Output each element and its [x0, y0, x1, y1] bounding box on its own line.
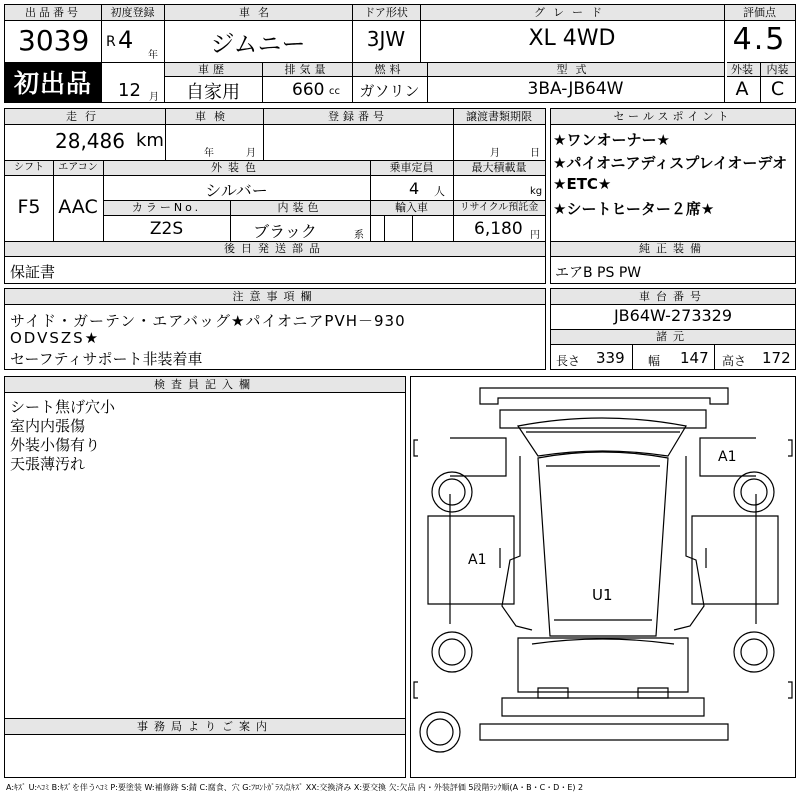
mileage-label: 走行: [66, 110, 104, 123]
color-no-label: カラーNo.: [131, 201, 202, 214]
series-unit: 系: [354, 230, 364, 241]
model-label: 型式: [556, 63, 595, 76]
capacity-unit: 人: [434, 185, 445, 198]
legend: A:ｷｽﾞ U:ﾍｺﾐ B:ｷｽﾞを伴うﾍｺﾐ P:要塗装 W:補修跡 S:錆 C:腐食、穴 G:ﾌﾛﾝﾄｶﾞﾗｽ点ｷｽﾞ XX:交換済み X:要交換 欠:欠品 内・外装評価 5段階ﾗﾝｸ順(A・B・C・D・E) 2: [6, 783, 584, 792]
yen-unit: 円: [530, 230, 540, 241]
interior-grade: C: [770, 78, 785, 100]
lot-no-label: 出品番号: [25, 6, 81, 19]
inspector-label: 検査員記入欄: [154, 378, 256, 391]
month-unit: 月: [149, 92, 159, 103]
dims-label: 諸元: [656, 330, 690, 343]
color-no: Z2S: [149, 219, 184, 239]
genuine-equipment: エアB PS PW: [555, 265, 642, 281]
inspector-note-3: 外装小傷有り: [10, 436, 101, 454]
year-unit: 年: [148, 50, 158, 61]
int-color-label: 内装色: [277, 201, 323, 214]
sales-point-1: ★ワンオーナー★: [553, 131, 670, 149]
shift: F5: [17, 196, 41, 218]
genuine-label: 純正装備: [639, 242, 707, 255]
reg-month: 12: [118, 80, 141, 101]
note-line-2: ODVSZS★: [10, 329, 101, 347]
ac-label: エアコン: [58, 162, 98, 173]
first-listing-badge: 初出品: [13, 69, 92, 98]
sales-point-3: ★ETC★: [553, 175, 612, 193]
recycle: 6,180: [474, 219, 523, 239]
later-parts-label: 後日発送部品: [224, 242, 326, 255]
kg-unit: kg: [530, 186, 543, 197]
model: 3BA-JB64W: [527, 79, 624, 99]
shift-label: シフト: [14, 162, 44, 173]
grade: XL 4WD: [528, 26, 616, 51]
door-type: 3JW: [366, 27, 406, 51]
sales-point-4: ★シートヒーター２席★: [553, 200, 715, 218]
sales-points-label: セールスポイント: [613, 110, 733, 123]
height: 172: [762, 349, 791, 367]
mileage-unit: km: [136, 130, 164, 151]
car-name: ジムニー: [210, 30, 306, 58]
transfer-day-unit: 日: [530, 148, 540, 159]
door-label: ドア形状: [364, 6, 408, 19]
interior-label: 内装: [766, 63, 789, 76]
lot-number: 3039: [18, 24, 90, 57]
exterior-label: 外装: [731, 63, 753, 76]
score-label: 評価点: [743, 6, 776, 19]
score: 4.5: [732, 22, 787, 57]
notes-label: 注意事項欄: [232, 290, 318, 303]
inspector-note-2: 室内内張傷: [10, 417, 86, 435]
cc-unit: cc: [329, 86, 340, 97]
max-load-label: 最大積載量: [471, 161, 527, 174]
first-reg-label: 初度登録: [110, 6, 155, 19]
import-label: 輸入車: [395, 201, 428, 214]
history: 自家用: [186, 82, 240, 103]
inspector-note-1: シート焦げ穴小: [10, 398, 116, 416]
displacement-label: 排気量: [284, 63, 330, 76]
displacement: 660: [292, 80, 325, 100]
car-name-label: 車名: [239, 6, 277, 19]
transfer-label: 譲渡書類期限: [466, 110, 532, 123]
damage-mark-a1-right: A1: [718, 449, 737, 465]
damage-mark-a1-left: A1: [468, 552, 487, 568]
width-label: 幅: [648, 354, 661, 368]
length-label: 長さ: [556, 354, 581, 368]
sales-point-2: ★パイオニアディスプレイオーデオ: [553, 154, 788, 172]
note-line-1: サイド・ガーテン・エアバッグ★パイオニアPVH－930: [10, 312, 406, 330]
transfer-month-unit: 月: [490, 148, 500, 159]
inspection-label: 車検: [195, 110, 233, 123]
office-label: 事務局よりご案内: [137, 720, 273, 733]
fuel-label: 燃料: [374, 63, 405, 76]
fuel: ガソリン: [359, 82, 420, 100]
ac: AAC: [58, 196, 98, 218]
inspection-month-unit: 月: [246, 148, 256, 159]
ext-color-label: 外装色: [211, 161, 262, 174]
capacity: 4: [409, 179, 420, 198]
history-label: 車歴: [198, 63, 228, 76]
capacity-label: 乗車定員: [389, 161, 434, 174]
height-label: 高さ: [722, 354, 747, 368]
grade-label: グレード: [534, 6, 610, 19]
note-line-3: セーフティサポート非装着車: [10, 350, 203, 368]
length: 339: [596, 349, 625, 367]
ext-color: シルバー: [205, 181, 268, 200]
exterior-grade: A: [735, 78, 749, 100]
chassis-number: JB64W-273329: [613, 306, 733, 325]
mileage: 28,486: [55, 129, 125, 153]
damage-mark-u1: U1: [592, 586, 613, 604]
car-diagram: [410, 376, 796, 778]
chassis-label: 車台番号: [639, 290, 707, 303]
inspection-year-unit: 年: [204, 148, 214, 159]
recycle-label: リサイクル預託金: [459, 202, 539, 213]
reg-era: R: [106, 34, 116, 50]
int-color: ブラック: [253, 222, 317, 241]
later-parts: 保証書: [10, 263, 56, 281]
reg-year: 4: [118, 26, 134, 54]
inspector-note-4: 天張薄汚れ: [10, 455, 86, 473]
width: 147: [680, 349, 709, 367]
reg-no-label: 登録番号: [328, 110, 388, 123]
